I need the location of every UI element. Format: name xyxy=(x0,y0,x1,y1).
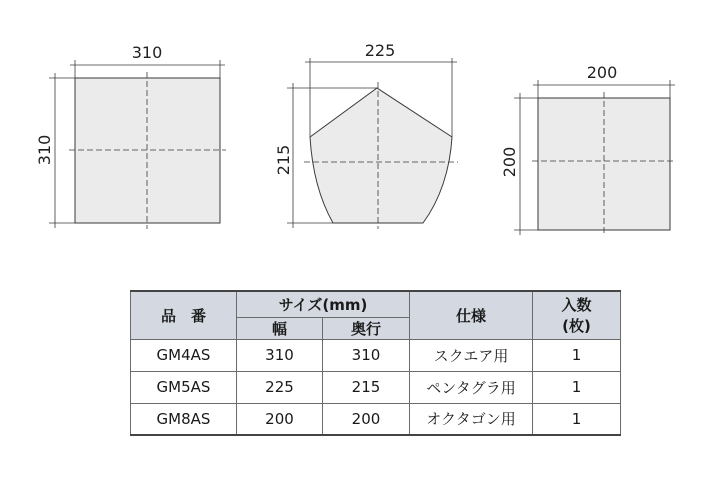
cell-quantity: 1 xyxy=(533,403,621,435)
cell-depth: 310 xyxy=(323,339,410,371)
header-quantity xyxy=(533,291,621,339)
spec-table xyxy=(130,290,621,436)
octagon-height-label: 200 xyxy=(500,146,519,178)
octagon-drawing xyxy=(500,63,676,236)
cell-product: GM5AS xyxy=(131,371,237,403)
table-row xyxy=(131,371,621,403)
cell-depth: 215 xyxy=(323,371,410,403)
cell-spec: ペンタグラ用 xyxy=(410,371,533,403)
header-product: 品 番 xyxy=(131,291,237,339)
header-depth: 奥行 xyxy=(323,317,410,339)
header-spec: 仕様 xyxy=(410,291,533,339)
square-drawing xyxy=(35,43,226,229)
square-height-label: 310 xyxy=(35,134,54,166)
cell-spec: オクタゴン用 xyxy=(410,403,533,435)
table-row xyxy=(131,403,621,435)
cell-spec: スクエア用 xyxy=(410,339,533,371)
pentagon-height-label: 215 xyxy=(274,144,293,176)
cell-product: GM8AS xyxy=(131,403,237,435)
square-width-label: 310 xyxy=(131,43,163,62)
pentagon-width-label: 225 xyxy=(364,41,396,60)
octagon-width-label: 200 xyxy=(586,63,618,82)
header-quantity-line2: (枚) xyxy=(562,317,591,336)
header-quantity-line1: 入数 xyxy=(561,296,592,315)
cell-quantity: 1 xyxy=(533,339,621,371)
pentagon-outline xyxy=(310,88,452,223)
cell-width: 200 xyxy=(237,403,323,435)
cell-quantity: 1 xyxy=(533,371,621,403)
header-size: サイズ(mm) xyxy=(237,291,410,317)
pentagon-drawing xyxy=(274,41,458,229)
table-row xyxy=(131,339,621,371)
square-outline xyxy=(75,78,220,223)
cell-width: 310 xyxy=(237,339,323,371)
cell-product: GM4AS xyxy=(131,339,237,371)
cell-width: 225 xyxy=(237,371,323,403)
header-width: 幅 xyxy=(237,317,323,339)
cell-depth: 200 xyxy=(323,403,410,435)
